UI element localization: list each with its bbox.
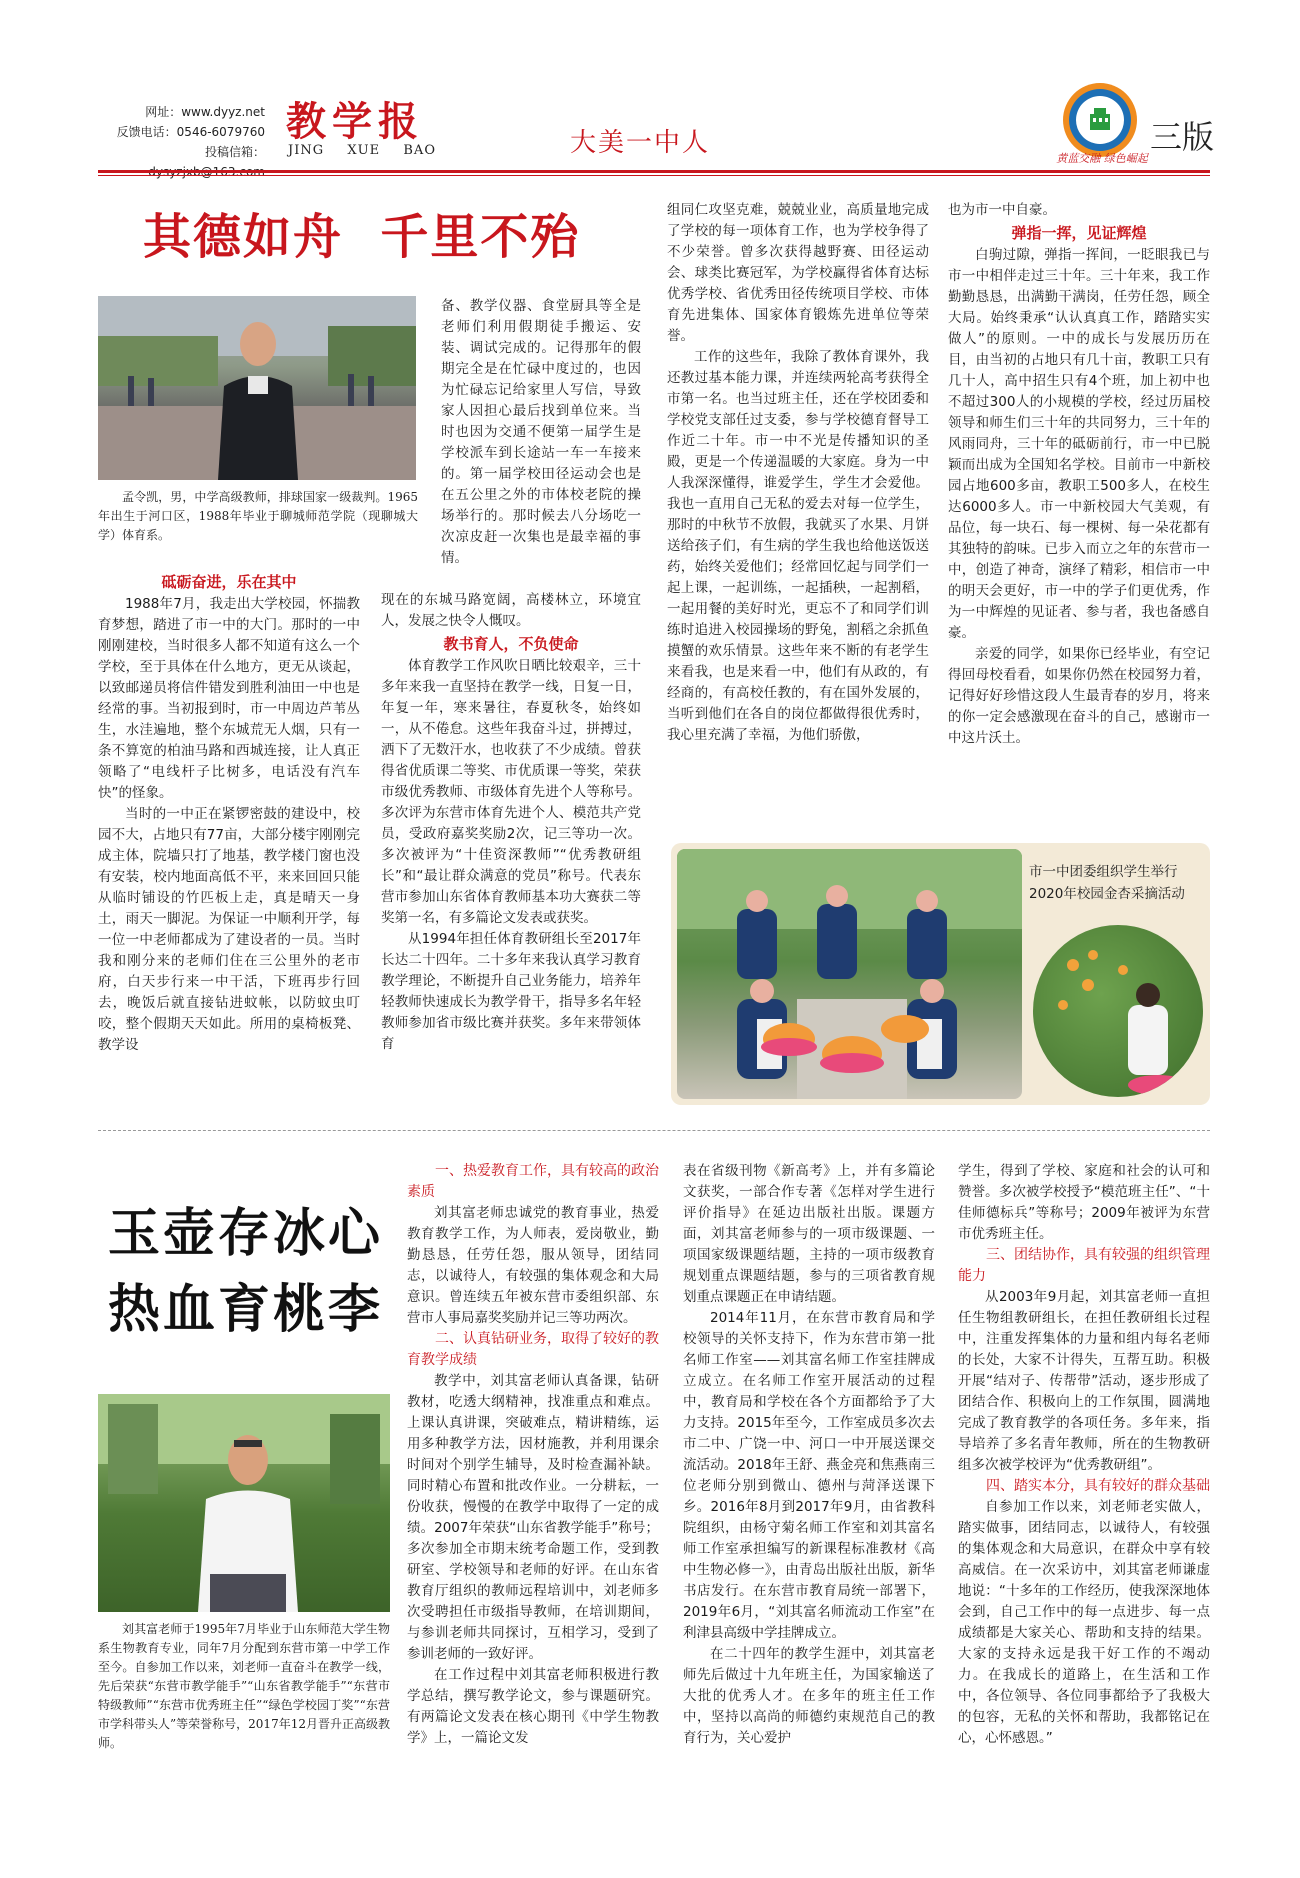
school-logo bbox=[1060, 80, 1140, 160]
article2-col3-para1: 从2003年9月起，刘其富老师一直担任生物组教研组长，在担任教研组长过程中，注重发挥集体的力量和组内每名老师的长处，大家不计得失，互帮互助。积极开展“结对子、传帮带”活动，逐步形成了团结合作、积极向上的工作氛围，圆满地完成了教育教学的各项任务。多年来，指导培养了多名青年教师，所在的生物教研组多次被学校评为“优秀教研组”。 bbox=[958, 1289, 1210, 1473]
article2-title-line1: 玉壶存冰心 bbox=[108, 1203, 384, 1264]
article1-col4 bbox=[948, 200, 1210, 749]
article1-subhead-1: 砥砺奋进，乐在其中 bbox=[161, 573, 297, 591]
masthead-phone: 反馈电话：0546-6079760 bbox=[116, 125, 265, 139]
article2-col3 bbox=[958, 1161, 1210, 1749]
masthead-email: 投稿信箱： bbox=[204, 145, 265, 159]
apricot-group-photo bbox=[677, 849, 1022, 1099]
article1-col4-para2: 亲爱的同学，如果你已经毕业，有空记得回母校看看，如果你仍然在校园努力着，记得好好珍惜这段人生最青春的岁月，将来的你一定会感激现在奋斗的自己，感谢市一中这片沃土。 bbox=[948, 646, 1210, 746]
article1-col4-top: 也为市一中自豪。 bbox=[948, 202, 1056, 218]
article1-col4-para1: 白驹过隙，弹指一挥间，一眨眼我已与市一中相伴走过三十年。三十年来，我工作勤勤恳恳，出满勤干满岗，任劳任怨，顾全大局。始终秉承“认认真真工作，踏踏实实做人”的原则。一中的成长与发展历历在目，由当初的占地只有几十亩，教职工只有几十人，高中招生只有4个班，加上初中也不超过300人的小规模的学校，经过历届校领导和师生们三十年的共同努力，三十年的风雨同舟，三十年的砥砺前行，市一中已脱颖而出成为全国知名学校。目前市一中新校园占地600多亩，教职工500多人，在校生达6000多人。市一中新校园大气美观，有品位，每一块石、每一棵树、每一朵花都有其独特的韵味。已步入而立之年的东营市一中，创造了神奇，演绎了精彩，相信市一中的明天会更好，市一中的学子们更优秀，作为一中辉煌的见证者、参与者，我也备感自豪。 bbox=[948, 247, 1210, 641]
section-divider bbox=[98, 1130, 1210, 1131]
article2-col3-para2: 自参加工作以来，刘老师老实做人，踏实做事，团结同志，以诚待人，有较强的集体观念和大局意识，在群众中享有较高威信。在一次采访中，刘其富老师谦虚地说：“十多年的工作经历，使我深深地体会到，自己工作中的每一点进步、每一点成绩都是大家关心、帮助和支持的结果。大家的支持永远是我干好工作的不竭动力。在我成长的道路上，在生活和工作中，各位领导、各位同事都给予了我极大的包容，无私的关怀和帮助，我都铭记在心，心怀感恩。” bbox=[958, 1499, 1210, 1746]
article2-heading-2: 二、认真钻研业务，取得了较好的教育教学成绩 bbox=[407, 1331, 659, 1368]
article2-col1-para1: 刘其富老师忠诚党的教育事业，热爱教育教学工作，为人师表，爱岗敬业，勤勤恳恳，任劳任怨，服从领导，团结同志，以诚待人，有较强的集体观念和大局意识。曾连续五年被东营市委组织部、东营市人事局嘉奖奖励并记三等功两次。 bbox=[407, 1205, 659, 1326]
article2-col3-para0: 学生，得到了学校、家庭和社会的认可和赞誉。多次被学校授予“模范班主任”、“十佳师德标兵”等称号；2009年被评为东营市优秀班主任。 bbox=[958, 1163, 1210, 1242]
article1-col2-para1: 体育教学工作风吹日晒比较艰辛，三十多年来我一直坚持在教学一线，日复一日，年复一年，寒来暑往，春夏秋冬，始终如一，从不倦怠。这些年我奋斗过，拼搏过，洒下了无数汗水，也收获了不少成绩。曾获得省优质课二等奖、市优质课一等奖，荣获市级优秀教师、市级体育先进个人等称号。多次评为东营市体育先进个人、模范共产党员，受政府嘉奖奖励2次，记三等功一次。多次被评为“十佳资深教师”“优秀教研组长”和“最让群众满意的党员”称号。代表东营市参加山东省体育教师基本功大赛获二等奖第一名，有多篇论文发表或获奖。 bbox=[381, 658, 641, 926]
article2-title bbox=[108, 1196, 383, 1348]
article2-title-line2: 热血育桃李 bbox=[108, 1279, 384, 1340]
pinyin-jing: JING bbox=[288, 143, 325, 158]
article2-col2-para1: 2014年11月，在东营市教育局和学校领导的关怀支持下，作为东营市第一批名师工作室——刘其富名师工作室挂牌成立成立。在名师工作室开展活动的过程中，教育局和学校在各个方面都给予了大力支持。2015年至今，工作室成员多次去市二中、广饶一中、河口一中开展送课交流活动。2018年王舒、燕金亮和焦燕南三位老师分别到微山、德州与菏泽送课下乡。2016年8月到2017年9月，由省教科院组织，由杨守菊名师工作室和刘其富名师工作室承担编写的新课程标准教材《高中生物必修一》，由青岛出版社出版，新华书店发行。在东营市教育局统一部署下，2019年6月，“刘其富名师流动工作室”在利津县高级中学挂牌成立。 bbox=[683, 1310, 935, 1641]
masthead-rule-thin bbox=[98, 175, 1210, 176]
masthead-website: 网址：www.dyyz.net bbox=[145, 105, 265, 119]
article1-col2-top bbox=[441, 296, 641, 569]
article2-heading-1: 一、热爱教育工作，具有较高的政治素质 bbox=[407, 1163, 659, 1200]
article2-col2-para2: 在二十四年的教学生涯中，刘其富老师先后做过十九年班主任，为国家输送了大批的优秀人才。在多年的班主任工作中，坚持以高尚的师德约束规范自己的教育行为，关心爱护 bbox=[683, 1646, 935, 1746]
article1-photo-caption: 孟令凯，男，中学高级教师，排球国家一级裁判。1965年出生于河口区，1988年毕业于聊城师范学院（现聊城大学）体育系。 bbox=[98, 490, 418, 542]
article1-subhead-2: 教书育人，不负使命 bbox=[443, 635, 579, 653]
paper-name: 教学报 bbox=[286, 98, 424, 145]
pinyin-bao: BAO bbox=[403, 143, 436, 158]
article1-col1-para2: 当时的一中正在紧锣密鼓的建设中，校园不大，占地只有77亩，大部分楼宇刚刚完成主体，院墙只打了地基，教学楼门窗也没有安装，校内地面高低不平，来来回回只能从临时铺设的竹匹板上走，真是晴天一身土，雨天一脚泥。为保证一中顺利开学，每一位一中老师都成为了建设者的一员。当时我和刚分来的老师们住在三公里外的老市府，白天步行来一中干活，下班再步行回去，晚饭后就直接钻进蚊帐，以防蚊虫叮咬，整个假期天天如此。所用的桌椅板凳、教学设 bbox=[98, 806, 360, 1053]
apricot-photo-panel bbox=[671, 843, 1210, 1105]
article1-col3-top: 组同仁攻坚克难，兢兢业业，高质量地完成了学校的每一项体育工作，也为学校争得了不少荣誉。曾多次获得越野赛、田径运动会、球类比赛冠军，为学校赢得省体育达标优秀学校、省优秀田径传统项目学校、市体育先进集体、国家体育锻炼先进单位等荣誉。 bbox=[667, 202, 929, 344]
article1-teacher-photo bbox=[98, 296, 416, 480]
article1-col3 bbox=[667, 200, 929, 746]
section-title: 大美一中人 bbox=[570, 128, 711, 158]
article2-col1-para3: 在工作过程中刘其富老师积极进行教学总结，撰写教学论文，参与课题研究。有两篇论文发表在核心期刊《中学生物教学》上，一篇论文发 bbox=[407, 1667, 659, 1746]
article2-col1-para2: 教学中，刘其富老师认真备课，钻研教材，吃透大纲精神，找准重点和难点。上课认真讲课，突破难点，精讲精练，运用多种教学方法，因材施教，并利用课余时间对个别学生辅导，及时检查漏补缺。同时精心布置和批改作业。一分耕耘，一份收获，慢慢的在教学中取得了一定的成绩。2007年荣获“山东省教学能手”称号；多次参加全市期末统考命题工作，受到教研室、学校领导和老师的好评。在山东省教育厅组织的教师远程培训中，刘老师多次受聘担任市级指导教师，在培训期间，与参训老师共同探讨，互相学习，受到了参训老师的一致好评。 bbox=[407, 1373, 659, 1662]
article2-col2 bbox=[683, 1161, 935, 1749]
article1-col3-para1: 工作的这些年，我除了教体育课外，我还教过基本能力课，并连续两轮高考获得全市第一名。也当过班主任，还在学校团委和学校党支部任过支委，参与学校德育督导工作近二十年。市一中不光是传播知识的圣殿，更是一个传递温暖的大家庭。身为一中人我深深懂得，谁爱学生，学生才会爱他。我也一直用自己无私的爱去对每一位学生，那时的中秋节不放假，我就买了水果、月饼送给孩子们，有生病的学生我也给他送饭送药，始终关爱他们；经常回忆起与同学们一起上课，一起训练，一起插秧，一起割稻，一起用餐的美好时光，更忘不了和同学们训练时追进入校园操场的野兔，割稻之余抓鱼摸蟹的欢乐情景。这些年来不断的有老学生来看我，也是来看一中，他们有从政的，有经商的，有高校任教的，有在国外发展的，当听到他们在各自的岗位都做得很优秀时，我心里充满了幸福，为他们骄傲， bbox=[667, 349, 929, 743]
article1-col2-top-text: 备、教学仪器、食堂厨具等全是老师们利用假期徒手搬运、安装、调试完成的。记得那年的假期完全是在忙碌中度过的，也因为忙碌忘记给家里人写信，导致家人因担心最后找到单位来。当时也因为交通不便第一届学生是学校派车到长途站一车一车接来的。第一届学校田径运动会也是在五公里之外的市体校老院的操场举行的。那时候去八分场吃一次凉皮赶一次集也是最幸福的事情。 bbox=[441, 298, 641, 566]
article1-col1 bbox=[98, 570, 360, 1056]
article2-heading-3: 三、团结协作，具有较强的组织管理能力 bbox=[958, 1247, 1210, 1284]
article2-photo-caption: 刘其富老师于1995年7月毕业于山东师范大学生物系生物教育专业，同年7月分配到东营市第一中学工作至今。自参加工作以来，刘老师一直奋斗在教学一线，先后荣获“东营市教学能手”“山东省教学能手”“东营市特级教师”“东营市优秀班主任”“绿色学校园丁奖”“东营市学科带头人”等荣誉称号，2017年12月晋升正高级教师。 bbox=[98, 1622, 390, 1750]
article1-col2 bbox=[381, 590, 641, 1055]
article2-col2-para0: 表在省级刊物《新高考》上，并有多篇论文获奖，一部合作专著《怎样对学生进行评价指导》在延边出版社出版。课题方面，刘其富老师参与的一项市级课题、一项国家级课题结题，主持的一项市级教育规划重点课题结题，参与的三项省教育规划重点课题正在申请结题。 bbox=[683, 1163, 935, 1305]
logo-motto: 黄蓝交融 绿色崛起 bbox=[1056, 152, 1148, 165]
paper-pinyin bbox=[288, 143, 436, 158]
page-label: 三版 bbox=[1150, 118, 1215, 156]
article2-col1 bbox=[407, 1161, 659, 1749]
article1-col2-cont: 现在的东城马路宽阔，高楼林立，环境宜人，发展之快令人慨叹。 bbox=[381, 592, 641, 629]
article1-col1-para1: 1988年7月，我走出大学校园，怀揣教育梦想，踏进了市一中的大门。那时的一中刚刚建校，当时很多人都不知道有这么一个学校，至于具体在什么地方，更无从谈起，以致邮递员将信件错发到胜利油田一中也是经常的事。当初报到时，市一中周边芦苇丛生，水洼遍地，整个东城荒无人烟，只有一条不算宽的柏油马路和西城连接，让人真正领略了“电线杆子比树多，电话没有汽车快”的怪象。 bbox=[98, 596, 360, 801]
apricot-tree-photo bbox=[1033, 925, 1203, 1097]
article2-heading-4: 四、踏实本分，具有较好的群众基础 bbox=[986, 1478, 1210, 1494]
article1-col2-para2: 从1994年担任体育教研组长至2017年长达二十四年。二十多年来我认真学习教育教学理论，不断提升自己业务能力，培养年轻教师快速成长为教学骨干，指导多名年轻教师参加省市级比赛并获奖。多年来带领体育 bbox=[381, 931, 641, 1052]
masthead-rule bbox=[98, 170, 1210, 173]
apricot-photo-caption: 市一中团委组织学生举行2020年校园金杏采摘活动 bbox=[1029, 864, 1185, 902]
article2-teacher-photo bbox=[98, 1394, 390, 1612]
article1-subhead-3: 弹指一挥，见证辉煌 bbox=[1011, 224, 1147, 242]
article1-title: 其德如舟 千里不殆 bbox=[143, 209, 581, 265]
pinyin-xue: XUE bbox=[347, 143, 381, 158]
